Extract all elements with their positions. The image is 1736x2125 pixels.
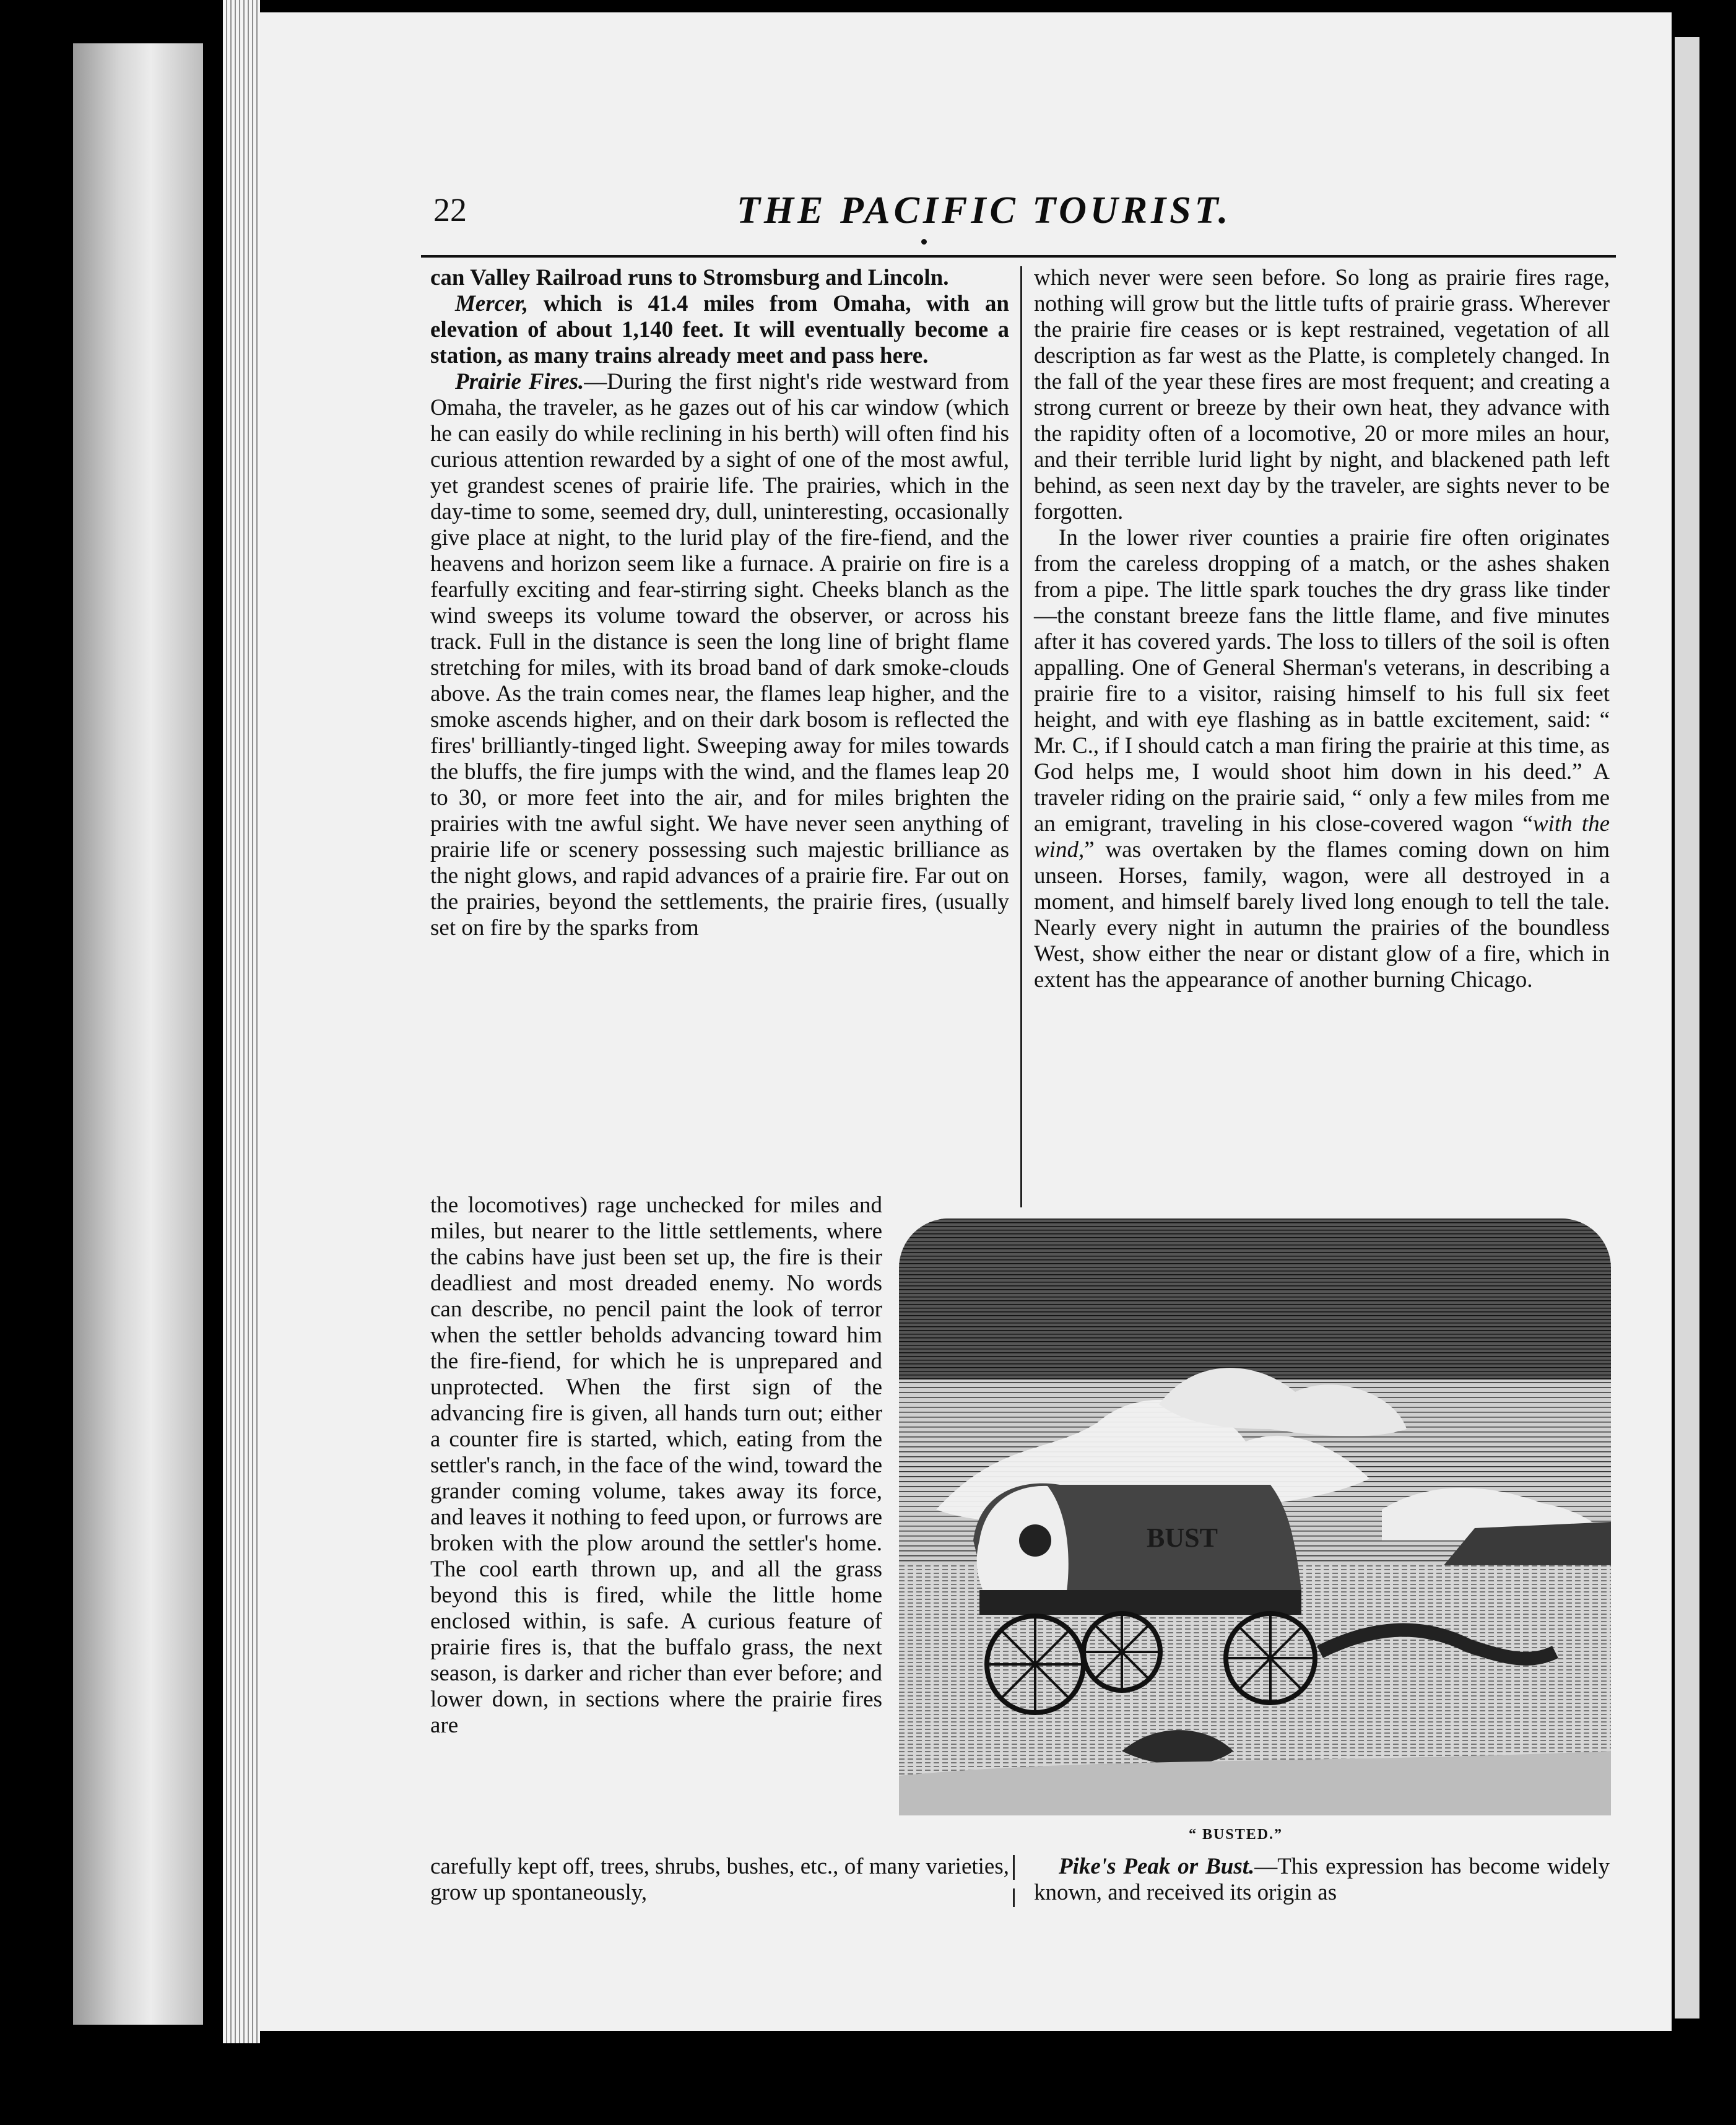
wagon-cover-text: BUST [1147,1523,1218,1553]
header-rule [421,255,1616,258]
prairie-fires-text: —During the first night's ride westward from Omaha, the traveler, as he gazes out of his car window (which he can easily do while reclining in his berth) will often find his curious attention rewarded by a sight of one of the most awful, yet grandest scenes of prairie life. The prairies, which in the day-time to some, seemed dry, dull, uninteresting, occasionally give place at night, to the lurid play of the fire-fiend, and the heavens and horizon seem like a furnace. A prairie on fire is a fearfully exciting and fear-stirring sight. Cheeks blanch as the wind sweeps its volume toward the observer, or across his track. Full in the distance is seen the long line of bright flame stretching for miles, with its broad band of dark smoke-clouds above. As the train comes near, the flames leap higher, and the smoke ascends higher, and on their dark bosom is reflected the fires' brilliantly-tinged light. Sweeping away for miles towards the bluffs, the fire jumps with the wind, and the flames leap 20 to 30, or more feet into the air, and for miles brighten the prairies with tne awful sight. We have never seen anything of prairie life or scenery possessing such majestic brilliance as the night glows, and rapid advances of a prairie fire. Far out on the prairies, beyond the settlements, the prairie fires, (usually set on fire by the sparks from [430,369,1010,941]
heading-mercer: Mercer, [455,291,529,316]
paragraph-wrap-text: the locomotives) rage unchecked for miles and miles, but nearer to the little settlements, where the cabins have just been set up, the fire is their deadliest and most dreaded enemy. No words can describe, no pencil paint the look of terror when the settler beholds advancing toward him the fire-fiend, for which he is unprepared and unprotected. When the first sign of the advancing fire is given, all hands turn out; either a counter fire is started, which, eating from the settler's ranch, in the face of the wind, toward the grander coming volume, takes away its force, and leaves it nothing to feed upon, or furrows are broken with the plow around the settler's home. The cool earth thrown up, and all the grass beyond this is fired, while the little home enclosed within, is safe. A curious feature of prairie fires is, that the buffalo grass, the next season, is darker and richer than ever before; and lower down, in sections where the prairie fires are [430,1193,882,1738]
heading-prairie-fires: Prairie Fires. [455,369,584,394]
left-column-bottom [430,1854,1009,1906]
column-divider [1020,266,1022,1207]
running-head: THE PACIFIC TOURIST. [737,189,1232,232]
paragraph-bottom-text: carefully kept off, trees, shrubs, bushes, etc., of many varieties, grow up spontaneously, [430,1854,1009,1905]
heading-pikes-peak: Pike's Peak or Bust. [1059,1854,1255,1879]
lower-river-text-b: ” was overtaken by the flames coming down on him unseen. Horses, family, wagon, were all destroyed in a moment, and himself barely lived long enough to tell the tale. Nearly every night in autumn the prairies of the boundless West, show either the near or distant glow of a fire, which in extent has the appearance of another burning Chicago. [1034,837,1610,993]
engraving-busted [899,1219,1611,1815]
lower-river-italic: with the wind, [1034,811,1610,863]
gutter-mark [1013,1855,1015,1880]
pikes-peak-text: —This expression has become widely known, and received its origin as [1034,1854,1610,1905]
illustration-caption: “ BUSTED.” [1189,1827,1283,1843]
engraving-image [899,1219,1611,1815]
page-stack-edge [223,0,260,2043]
page-number: 22 [433,191,467,228]
right-column [1034,265,1610,993]
header-ornament-dot [921,239,927,245]
lower-river-text-a: In the lower river counties a prairie fire often originates from the careless dropping of a match, or the ashes shaken from a pipe. The little spark touches the dry grass like tinder—the constant breeze fans the little flame, and five minutes after it has covered yards. The loss to tillers of the soil is often appalling. One of General Sherman's veterans, in describing a prairie fire to a visitor, raising himself to his full six feet height, and with eye flashing as in battle excitement, said: “ Mr. C., if I should catch a man firing the prairie at this time, as God helps me, I would shoot him down in his deed.” A traveler riding on the prairie said, “ only a few miles from me an emigrant, traveling in his close-covered wagon “ [1034,525,1610,837]
paragraph-vegetation: which never were seen before. So long as prairie fires rage, nothing will grow but the little tufts of prairie grass. Wherever the prairie fire ceases or is kept restrained, vegetation of all description as far west as the Platte, is completely changed. In the fall of the year these fires are most frequent; and creating a strong current or breeze by their own heat, they advance with the rapidity often of a locomotive, 20 or more miles an hour, and their terrible lurid light by night, and blackened path left behind, as seen next day by the traveler, are sights never to be forgotten. [1034,265,1610,524]
mercer-text: which is 41.4 miles from Omaha, with an elevation of about 1,140 feet. It will eventually become a station, as many trains already meet and pass here. [430,291,1009,368]
paragraph-mercer [430,291,1009,369]
gutter-mark [1013,1888,1015,1907]
paragraph-prairie-fires [430,369,1009,941]
right-column-bottom [1034,1854,1610,1906]
facing-page-edge [1675,37,1699,2019]
paragraph-lower-river [1034,525,1610,993]
book-binding [73,43,203,2025]
left-column-wrap [430,1193,882,1739]
left-column-top [430,265,1009,941]
paragraph-pikes-peak [1034,1854,1610,1906]
paragraph-valley-railroad: can Valley Railroad runs to Stromsburg and Lincoln. [430,265,949,290]
